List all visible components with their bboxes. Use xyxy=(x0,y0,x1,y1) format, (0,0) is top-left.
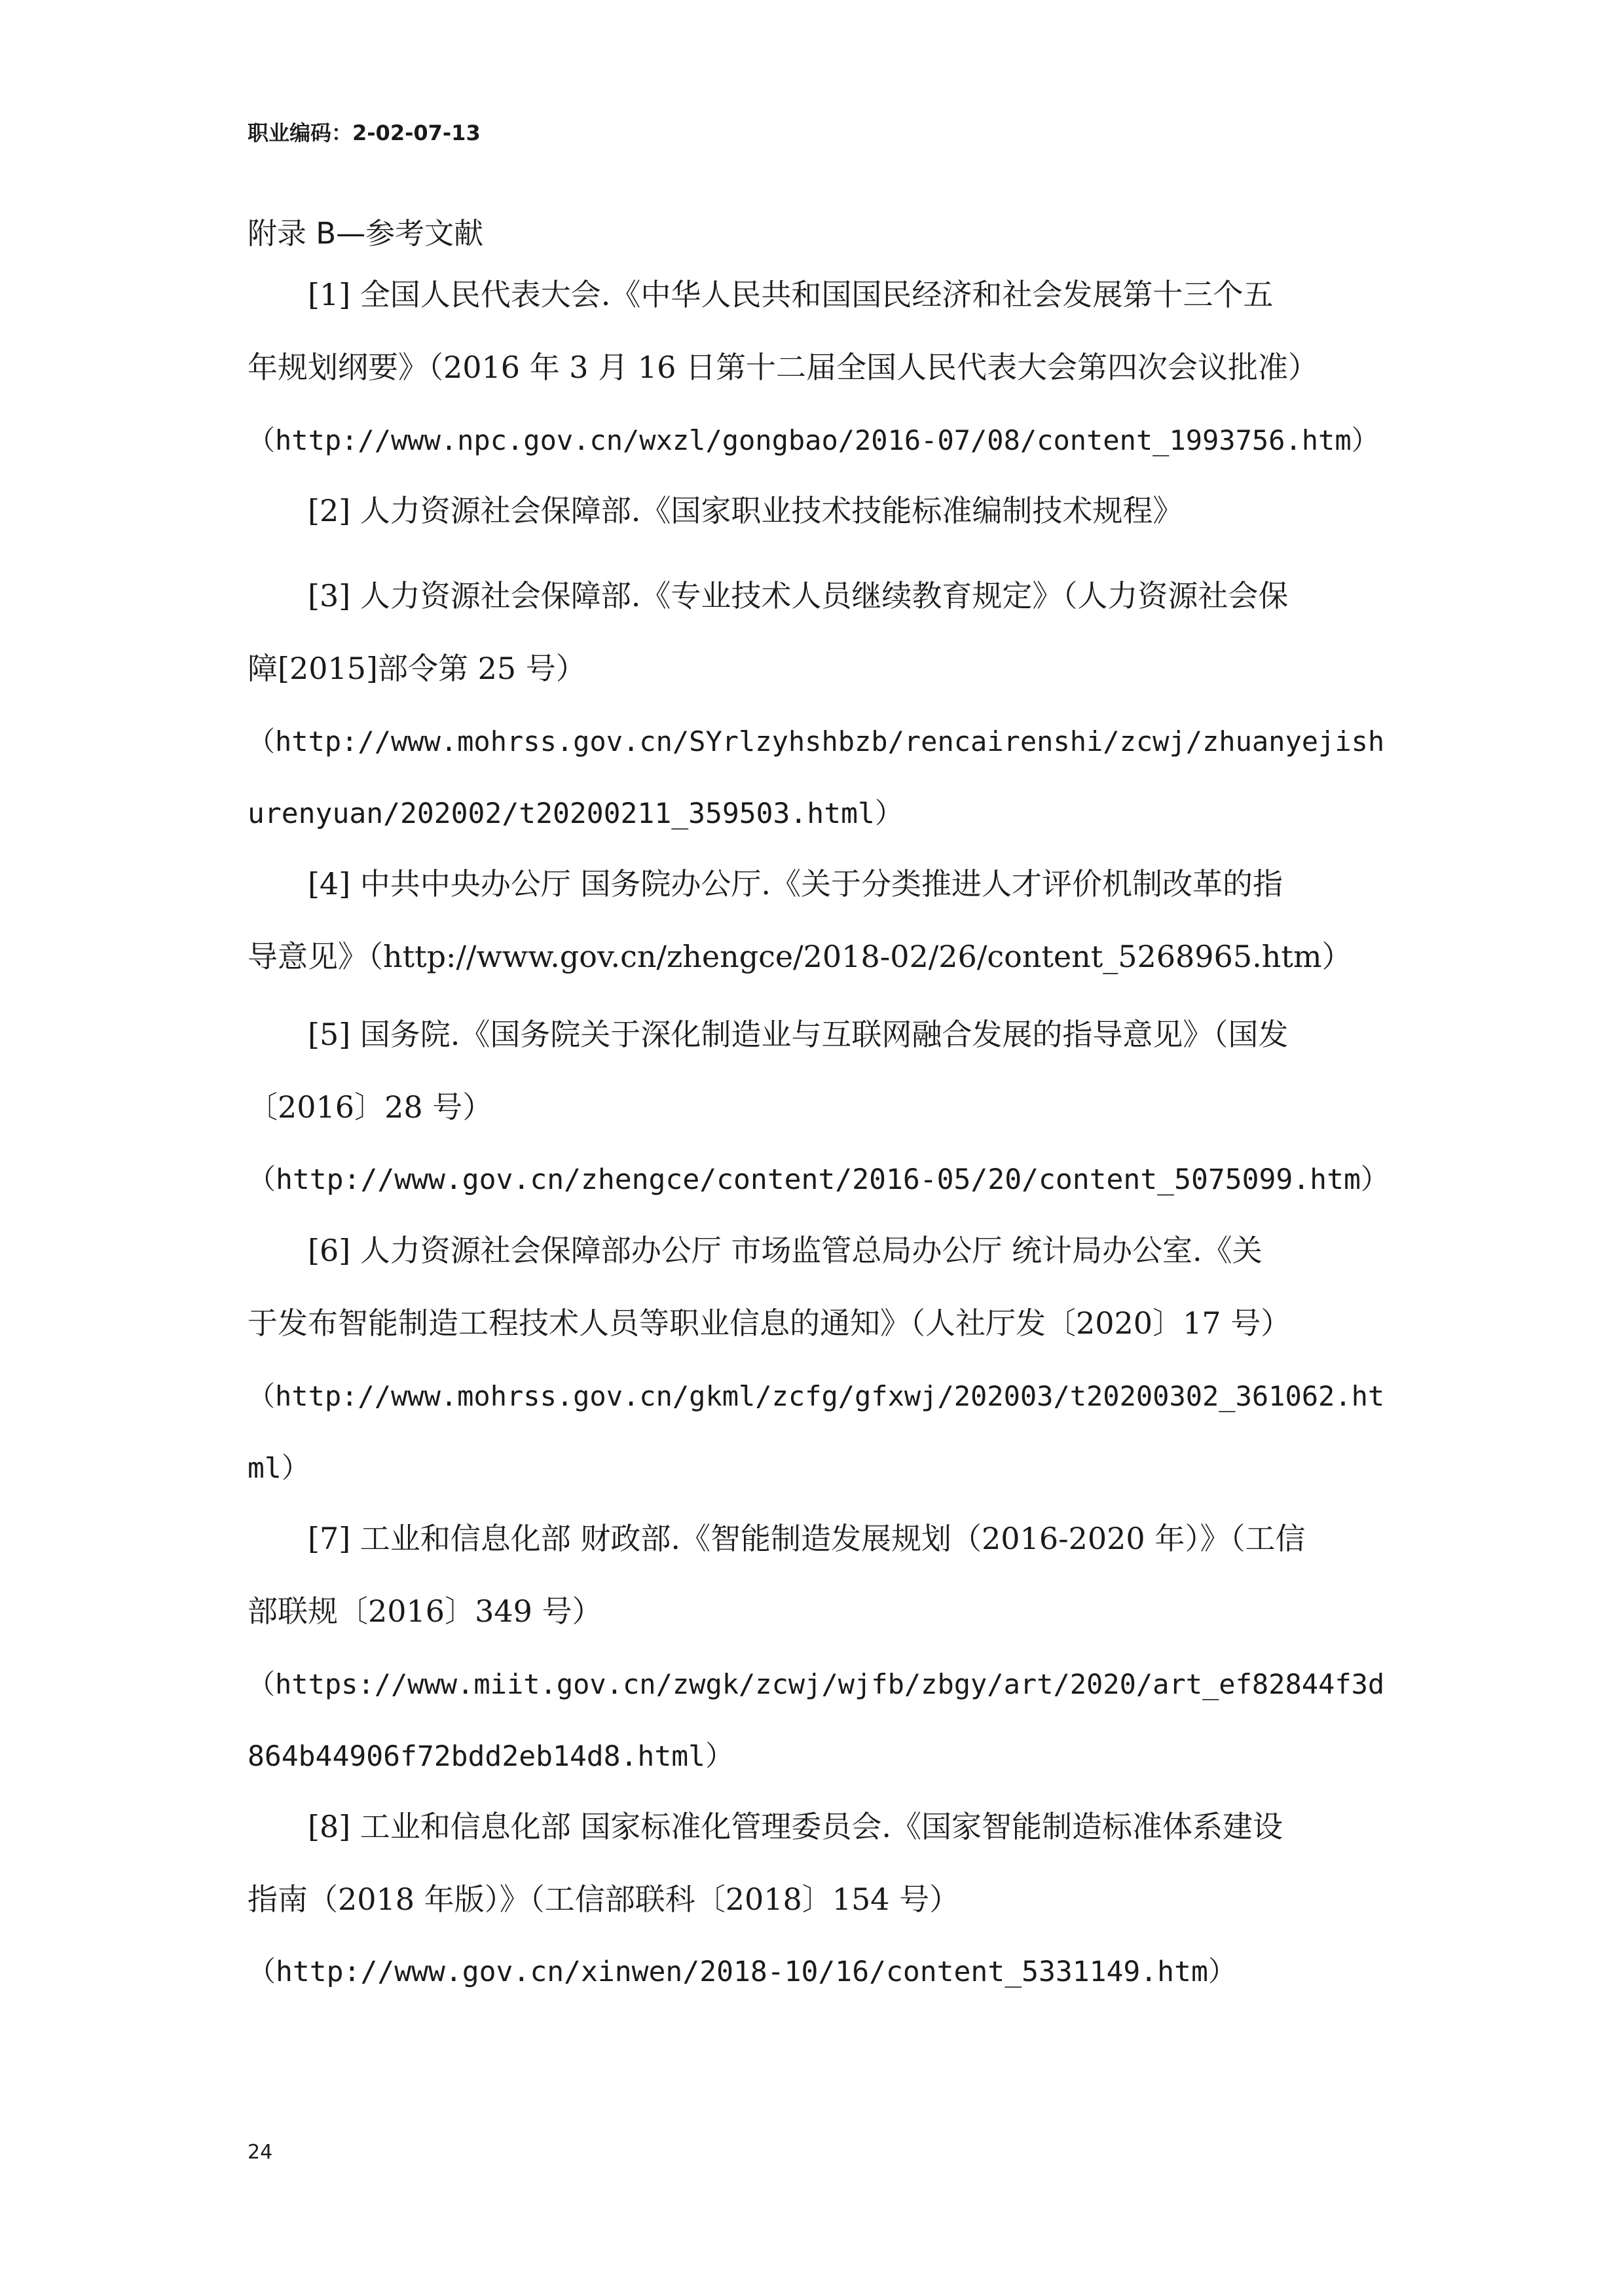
reference-line: [4] 中共中央办公厅 国务院办公厅.《关于分类推进人才评价机制改革的指 xyxy=(308,866,1283,902)
occupation-code: 职业编码：2-02-07-13 xyxy=(248,120,481,145)
reference-line: [3] 人力资源社会保障部.《专业技术人员继续教育规定》（人力资源社会保 xyxy=(308,578,1289,613)
reference-line: [8] 工业和信息化部 国家标准化管理委员会.《国家智能制造标准体系建设 xyxy=(308,1809,1283,1844)
reference-url: （http://www.npc.gov.cn/wxzl/gongbao/2016-07/08/content_1993756.htm） xyxy=(248,424,1379,456)
reference-line: 指南（2018 年版）》（工信部联科〔2018〕154 号） xyxy=(248,1882,960,1917)
reference-6 xyxy=(248,1214,1390,1505)
reference-3 xyxy=(248,560,1390,850)
section-title: 附录 B—参考文献 xyxy=(248,216,484,251)
reference-5 xyxy=(248,998,1390,1216)
reference-url: （http://www.mohrss.gov.cn/gkml/zcfg/gfxwj/202003/t20200302_361062.ht xyxy=(248,1380,1385,1412)
reference-7 xyxy=(248,1503,1390,1793)
reference-line: [1] 全国人民代表大会.《中华人民共和国国民经济和社会发展第十三个五 xyxy=(308,277,1274,312)
reference-line: 障[2015]部令第 25 号） xyxy=(248,651,586,686)
reference-line: 于发布智能制造工程技术人员等职业信息的通知》（人社厅发〔2020〕17 号） xyxy=(248,1305,1291,1341)
reference-url: （https://www.miit.gov.cn/zwgk/zcwj/wjfb/zbgy/art/2020/art_ef82844f3d xyxy=(248,1668,1385,1700)
reference-1 xyxy=(248,259,1390,477)
reference-8 xyxy=(248,1791,1390,2009)
reference-line: [6] 人力资源社会保障部办公厅 市场监管总局办公厅 统计局办公室.《关 xyxy=(308,1233,1263,1268)
reference-url: urenyuan/202002/t20200211_359503.html） xyxy=(248,797,903,830)
reference-line: [2] 人力资源社会保障部.《国家职业技术技能标准编制技术规程》 xyxy=(308,493,1183,528)
reference-url: （http://www.gov.cn/zhengce/content/2016-05/20/content_5075099.htm） xyxy=(248,1163,1389,1196)
reference-url: （http://www.gov.cn/xinwen/2018-10/16/content_5331149.htm） xyxy=(248,1956,1236,1988)
reference-4 xyxy=(248,848,1390,993)
reference-url: 864b44906f72bdd2eb14d8.html） xyxy=(248,1740,733,1773)
reference-line: 导意见》（http://www.gov.cn/zhengce/2018-02/26/content_5268965.htm） xyxy=(248,939,1352,974)
page-number: 24 xyxy=(248,2141,273,2164)
reference-2 xyxy=(248,475,1390,547)
reference-line: 〔2016〕28 号） xyxy=(248,1089,493,1125)
reference-line: 年规划纲要》（2016 年 3 月 16 日第十二届全国人民代表大会第四次会议批准） xyxy=(248,350,1318,385)
reference-url: ml） xyxy=(248,1452,310,1485)
reference-url: （http://www.mohrss.gov.cn/SYrlzyhshbzb/rencairenshi/zcwj/zhuanyejish xyxy=(248,725,1385,757)
reference-line: [7] 工业和信息化部 财政部.《智能制造发展规划（2016-2020 年）》（工信 xyxy=(308,1521,1306,1556)
reference-line: [5] 国务院.《国务院关于深化制造业与互联网融合发展的指导意见》（国发 xyxy=(308,1017,1289,1052)
reference-line: 部联规〔2016〕349 号） xyxy=(248,1594,602,1629)
